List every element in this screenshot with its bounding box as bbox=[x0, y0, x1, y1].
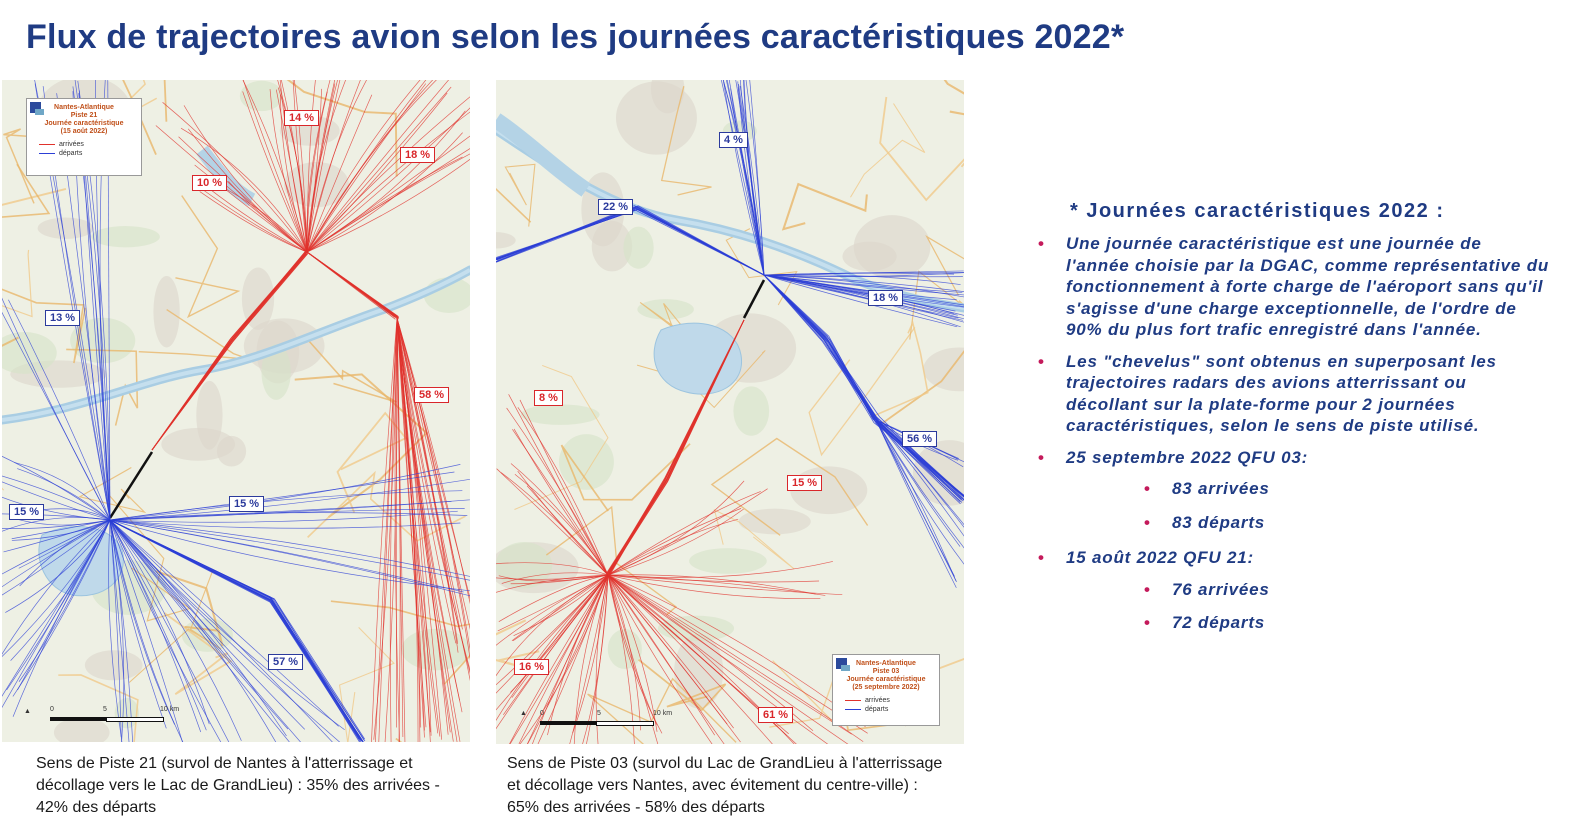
lac-de-grandlieu bbox=[654, 323, 741, 394]
label-arrivals-18: 18 % bbox=[400, 147, 435, 163]
legend-runway: Piste 03 bbox=[872, 668, 900, 675]
urban-area bbox=[161, 428, 235, 461]
trajectory-map-21 bbox=[2, 80, 470, 742]
note-date-qfu03: • 25 septembre 2022 QFU 03: bbox=[1030, 447, 1550, 469]
caption-piste-03: Sens de Piste 03 (survol du Lac de GrandLieu à l'atterrissage et décollage vers Nantes, avec évitement du centre-ville) : 65% des arrivées - 58% des départs bbox=[507, 755, 943, 816]
legend-arrivals-swatch bbox=[39, 144, 55, 146]
legend-departures: départs bbox=[865, 706, 889, 713]
label-arrivals-10: 10 % bbox=[192, 175, 227, 191]
scale-5: 5 bbox=[597, 710, 601, 717]
note-chevelus: • Les "chevelus" sont obtenus en superposant les trajectoires radars des avions atterrissant ou décollant sur la plate-forme pour 2 journées caractéristiques, selon le sens de piste utilisé. bbox=[1030, 351, 1550, 437]
notes-panel bbox=[1030, 200, 1550, 646]
legend-subtitle: Journée caractéristique bbox=[44, 120, 124, 127]
north-arrow: ▲ bbox=[24, 708, 31, 715]
note-qfu21-arrivals: • 76 arrivées bbox=[1030, 579, 1550, 601]
label-arrivals-8: 8 % bbox=[534, 390, 563, 406]
label-departures-4: 4 % bbox=[719, 132, 748, 148]
forest-area bbox=[608, 629, 642, 669]
map-legend bbox=[26, 98, 142, 176]
trajectory-map-03 bbox=[496, 80, 964, 744]
urban-area bbox=[38, 217, 94, 238]
scale-bar-black bbox=[50, 717, 106, 721]
notes-list bbox=[1030, 233, 1550, 634]
legend-arrivals-swatch bbox=[845, 700, 861, 702]
note-definition: • Une journée caractéristique est une journée de l'année choisie par la DGAC, comme représentative du fonctionnement à forte charge de l'aéroport sans qu'il s'agisse d'une charge exceptionnelle, de l'ordre de 90% du plus fort trafic enregistré dans l'année. bbox=[1030, 233, 1550, 341]
north-arrow: ▲ bbox=[520, 710, 527, 717]
forest-area bbox=[689, 548, 767, 574]
legend-arrivals: arrivées bbox=[59, 141, 84, 148]
label-departures-57: 57 % bbox=[268, 654, 303, 670]
note-qfu21-departures: • 72 départs bbox=[1030, 612, 1550, 634]
label-arrivals-58: 58 % bbox=[414, 387, 449, 403]
urban-area bbox=[616, 81, 697, 154]
scale-5: 5 bbox=[103, 706, 107, 713]
notes-heading: * Journées caractéristiques 2022 : bbox=[1070, 200, 1445, 222]
map-piste-21 bbox=[2, 80, 470, 742]
label-arrivals-61: 61 % bbox=[758, 707, 793, 723]
legend-arrivals: arrivées bbox=[865, 697, 890, 704]
forest-area bbox=[521, 404, 600, 425]
note-qfu03-arrivals: • 83 arrivées bbox=[1030, 478, 1550, 500]
scale-0: 0 bbox=[540, 710, 544, 717]
legend-title: Nantes-Atlantique bbox=[856, 660, 916, 667]
legend-title: Nantes-Atlantique bbox=[54, 104, 114, 111]
map-legend bbox=[832, 654, 940, 726]
scale-bar-white bbox=[596, 721, 654, 726]
urban-area bbox=[854, 215, 931, 278]
legend-departures-swatch bbox=[39, 153, 55, 155]
legend-date: (15 août 2022) bbox=[60, 128, 108, 135]
label-departures-56: 56 % bbox=[902, 431, 937, 447]
label-arrivals-16: 16 % bbox=[514, 659, 549, 675]
scale-10: 10 km bbox=[160, 706, 180, 713]
caption-piste-21: Sens de Piste 21 (survol de Nantes à l'atterrissage et décollage vers le Lac de GrandLieu) : 35% des arrivées - 42% des départs bbox=[36, 755, 440, 816]
label-departures-15-east: 15 % bbox=[229, 496, 264, 512]
scale-10: 10 km bbox=[653, 710, 673, 717]
label-arrivals-14: 14 % bbox=[284, 110, 319, 126]
legend-runway: Piste 21 bbox=[70, 112, 98, 119]
scale-bar-black bbox=[540, 721, 596, 725]
legend-subtitle: Journée caractéristique bbox=[846, 676, 926, 683]
forest-area bbox=[401, 629, 470, 671]
forest-area bbox=[623, 227, 653, 269]
urban-area bbox=[153, 276, 179, 348]
label-departures-15-west: 15 % bbox=[9, 504, 44, 520]
note-qfu03-departures: • 83 départs bbox=[1030, 512, 1550, 534]
map-piste-03 bbox=[496, 80, 964, 744]
page-title: Flux de trajectoires avion selon les journées caractéristiques 2022* bbox=[26, 18, 1125, 56]
legend-departures: départs bbox=[59, 150, 83, 157]
note-date-qfu21: • 15 août 2022 QFU 21: bbox=[1030, 547, 1550, 569]
label-arrivals-15: 15 % bbox=[787, 475, 822, 491]
scale-bar-white bbox=[106, 717, 164, 722]
forest-area bbox=[733, 386, 769, 435]
label-departures-22: 22 % bbox=[598, 199, 633, 215]
label-departures-13: 13 % bbox=[45, 310, 80, 326]
forest-area bbox=[91, 226, 160, 247]
label-departures-18: 18 % bbox=[868, 290, 903, 306]
forest-area bbox=[240, 81, 283, 111]
legend-date: (25 septembre 2022) bbox=[852, 684, 920, 691]
legend-departures-swatch bbox=[845, 709, 861, 711]
scale-0: 0 bbox=[50, 706, 54, 713]
